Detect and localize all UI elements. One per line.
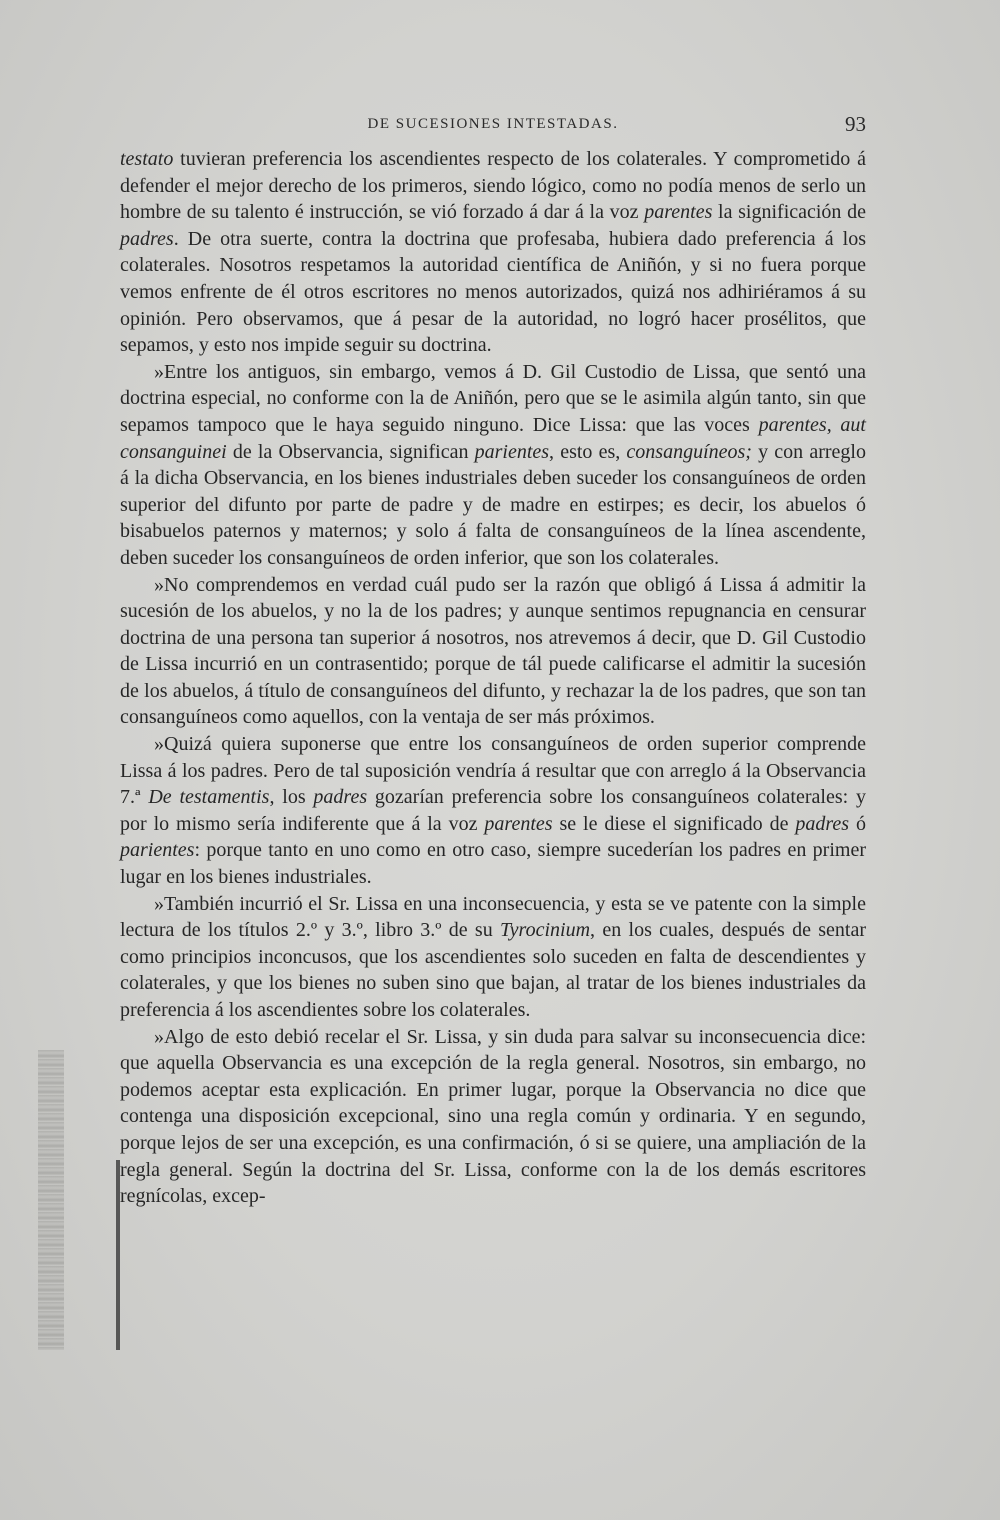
text-run: , en los cuales, después de sentar como principios inconcusos, que los ascendientes solo suceden en falta de descendientes y colaterales, y que los bienes no suben sino que bajan, al tratar de los bienes industriales da preferencia á los ascendientes sobre los colaterales. bbox=[120, 919, 867, 1021]
italic-run: padres bbox=[120, 227, 174, 250]
text-run: la significación de bbox=[712, 201, 866, 224]
paragraph-6 bbox=[120, 1024, 866, 1210]
italic-run: parentes bbox=[484, 812, 553, 835]
text-run: tuvieran preferencia los ascendientes respecto de los colaterales. Y comprometido á defender el mejor derecho de los primeros, siendo lógico, como no podía menos de serlo un hombre de su talento é instrucción, se vió forzado á dar á la voz bbox=[120, 148, 866, 224]
text-run: , esto es, bbox=[549, 440, 627, 463]
italic-run: padres bbox=[313, 786, 368, 809]
text-run: »Algo de esto debió recelar el Sr. Lissa, y sin duda para salvar su inconsecuencia dice: que aquella Observancia es una excepción de la regla general. Nosotros, sin embargo, no podemos aceptar esta explicación. En primer lugar, porque la Observancia no dice que contenga una disposición excepcional, sino una regla común y ordinaria. Y en segundo, porque lejos de ser una excepción, es una confirmación, ó si se quiere, una ampliación de la regla general. Según la doctrina del Sr. Lissa, conforme con la de los demás escritores regnícolas, excep- bbox=[120, 1025, 866, 1208]
text-run: , los bbox=[269, 786, 314, 809]
text-run: gozarían preferencia sobre los consanguíneos colaterales: y por lo mismo sería indiferente que á la voz bbox=[120, 786, 866, 835]
italic-run: parentes, aut consanguinei bbox=[120, 413, 866, 463]
text-run: ó bbox=[849, 812, 866, 835]
paragraph-4 bbox=[120, 731, 866, 891]
text-run: »Quizá quiera suponerse que entre los consanguíneos de orden superior comprende Lissa á los padres. Pero de tal suposición vendría á resultar que con arreglo á la Observancia 7.ª bbox=[120, 733, 866, 809]
italic-run: parentes bbox=[644, 201, 713, 224]
text-run: se le diese el significado de bbox=[552, 812, 796, 835]
italic-run: consanguíneos; bbox=[626, 440, 752, 463]
text-run: de la Observancia, significan bbox=[226, 440, 475, 463]
page-number: 93 bbox=[845, 112, 866, 136]
italic-run: Tyrocinium bbox=[500, 919, 591, 942]
italic-run: De testamentis bbox=[148, 786, 270, 809]
italic-run: testato bbox=[120, 148, 174, 170]
running-head: DE SUCESIONES INTESTADAS. bbox=[367, 116, 619, 132]
page-header bbox=[120, 112, 866, 140]
paragraph-2 bbox=[120, 359, 866, 572]
text-run: »No comprendemos en verdad cuál pudo ser la razón que obligó á Lissa á admitir la sucesión de los abuelos, y no la de los padres; y aunque sentimos repugnancia en censurar doctrina de una persona tan superior á nosotros, nos atrevemos á decir, que D. Gil Custodio de Lissa incurrió en un contrasentido; porque de tál puede calificarse el admitir la sucesión de los abuelos, á título de consanguíneos del difunto, y rechazar la de los padres, que son tan consanguíneos como aquellos, con la ventaja de ser más próximos. bbox=[120, 573, 866, 729]
italic-run: parientes bbox=[120, 839, 195, 862]
paragraph-5 bbox=[120, 891, 866, 1024]
text-run: y con arreglo á la dicha Observancia, en los bienes industriales deben suceder los consanguíneos de orden superior del difunto por parte de padre y de madre en estirpes; es decir, los abuelos ó bisabuelos paternos y maternos; y solo á falta de consanguíneos de la línea ascendente, deben suceder los consanguíneos de orden inferior, que son los colaterales. bbox=[120, 440, 866, 569]
paragraph-3 bbox=[120, 572, 866, 732]
binding-edge-shadow bbox=[38, 1050, 64, 1350]
text-run: . De otra suerte, contra la doctrina que profesaba, hubiera dado preferencia á los colaterales. Nosotros respetamos la autoridad científica de Aniñón, y si no fuera porque vemos enfrente de él otros escritores no menos autorizados, quizá nos adhiriéramos á su opinión. Pero observamos, que á pesar de la autoridad, no logró hacer prosélitos, que sepamos, y esto nos impide seguir su doctrina. bbox=[120, 227, 866, 357]
body-text bbox=[120, 146, 866, 1210]
paragraph-1 bbox=[120, 146, 866, 359]
text-run: »Entre los antiguos, sin embargo, vemos á D. Gil Custodio de Lissa, que sentó una doctrina especial, no conforme con la de Aniñón, pero que se le asimila algún tanto, sin que sepamos tampoco que le haya seguido ninguno. Dice Lissa: que las voces bbox=[120, 360, 866, 436]
text-run: : porque tanto en uno como en otro caso, siempre sucederían los padres en primer lugar en los bienes industriales. bbox=[120, 839, 866, 889]
italic-run: parientes bbox=[474, 440, 550, 463]
italic-run: padres bbox=[795, 812, 850, 835]
text-run: »También incurrió el Sr. Lissa en una inconsecuencia, y esta se ve patente con la simple lectura de los títulos 2.º y 3.º, libro 3.º de su bbox=[120, 892, 866, 942]
